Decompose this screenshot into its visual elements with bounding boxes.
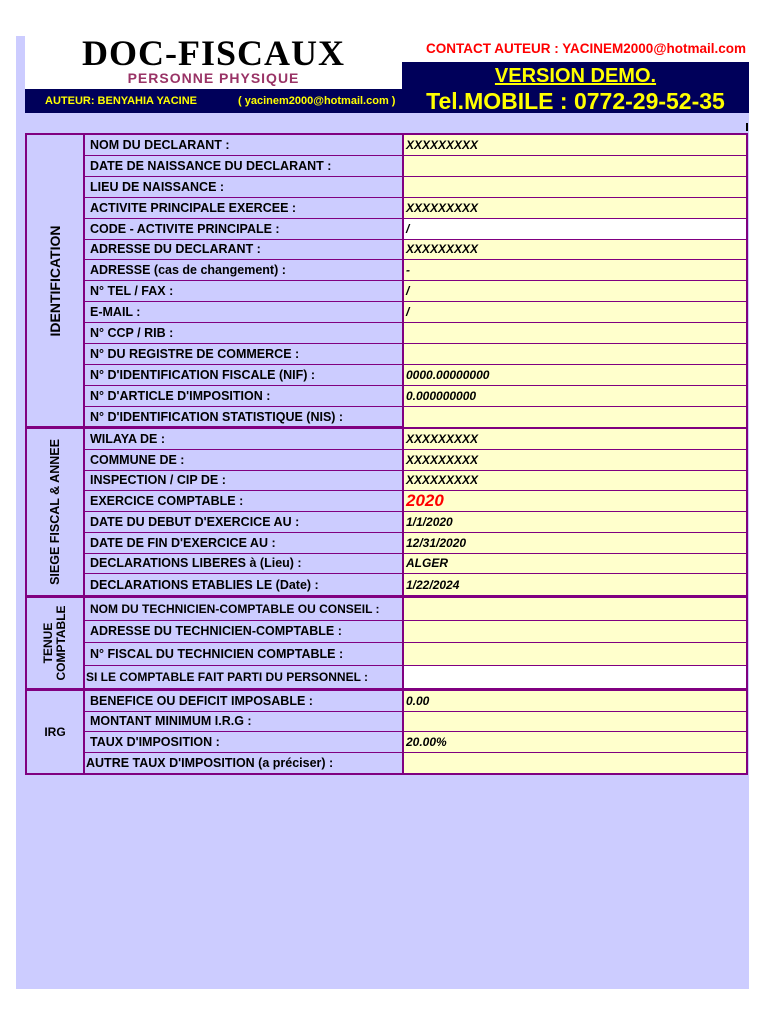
version-banner xyxy=(402,62,749,113)
form-row xyxy=(85,198,746,219)
form-row xyxy=(85,732,746,753)
value-cell[interactable]: XXXXXXXXX xyxy=(404,198,746,218)
value-cell[interactable] xyxy=(404,177,746,197)
cell-edge-mark xyxy=(746,123,748,131)
value-cell[interactable] xyxy=(404,712,746,732)
form-row xyxy=(85,554,746,575)
form-row xyxy=(85,281,746,302)
row-label: LIEU DE NAISSANCE : xyxy=(85,177,404,197)
row-label: BENEFICE OU DEFICIT IMPOSABLE : xyxy=(85,691,404,711)
value-cell[interactable] xyxy=(404,598,746,620)
form-row xyxy=(85,598,746,621)
form-row xyxy=(85,260,746,281)
form-row xyxy=(85,621,746,644)
row-label: DECLARATIONS ETABLIES LE (Date) : xyxy=(85,574,404,595)
row-label: N° DU REGISTRE DE COMMERCE : xyxy=(85,344,404,364)
section-irg xyxy=(25,689,748,775)
value-cell[interactable]: / xyxy=(404,281,746,301)
form-row xyxy=(85,471,746,492)
row-label: E-MAIL : xyxy=(85,302,404,322)
document-title: DOC-FISCAUX xyxy=(82,33,345,73)
irg-rows xyxy=(85,691,746,773)
contact-box xyxy=(402,36,749,62)
row-label: CODE - ACTIVITE PRINCIPALE : xyxy=(85,219,404,239)
section-label-tenue xyxy=(27,598,85,688)
row-label: COMMUNE DE : xyxy=(85,450,404,470)
row-label: TAUX D'IMPOSITION : xyxy=(85,732,404,752)
identification-rows xyxy=(85,135,746,426)
row-label: NOM DU DECLARANT : xyxy=(85,135,404,155)
section-tenue-comptable xyxy=(25,596,748,690)
row-label: N° TEL / FAX : xyxy=(85,281,404,301)
form-row xyxy=(85,691,746,712)
form-row xyxy=(85,491,746,512)
section-label-identification xyxy=(27,135,85,426)
row-label: SI LE COMPTABLE FAIT PARTI DU PERSONNEL : xyxy=(85,666,404,689)
row-label: ADRESSE DU TECHNICIEN-COMPTABLE : xyxy=(85,621,404,643)
row-label: ADRESSE (cas de changement) : xyxy=(85,260,404,280)
form-row xyxy=(85,344,746,365)
form-row xyxy=(85,574,746,595)
row-label: N° FISCAL DU TECHNICIEN COMPTABLE : xyxy=(85,643,404,665)
author-strip xyxy=(25,89,402,113)
document-subtitle: PERSONNE PHYSIQUE xyxy=(127,70,300,86)
value-cell[interactable]: XXXXXXXXX xyxy=(404,240,746,260)
value-cell[interactable]: 20.00% xyxy=(404,732,746,752)
value-cell[interactable]: 1/22/2024 xyxy=(404,574,746,595)
siege-rows xyxy=(85,429,746,595)
section-identification xyxy=(25,133,748,428)
form-row xyxy=(85,643,746,666)
row-label: ACTIVITE PRINCIPALE EXERCEE : xyxy=(85,198,404,218)
form-row xyxy=(85,156,746,177)
row-label: ADRESSE DU DECLARANT : xyxy=(85,240,404,260)
value-cell[interactable]: XXXXXXXXX xyxy=(404,135,746,155)
mobile-number: Tel.MOBILE : 0772-29-52-35 xyxy=(426,88,725,114)
section-label-irg xyxy=(27,691,85,773)
value-cell[interactable]: / xyxy=(404,219,746,239)
form-row xyxy=(85,365,746,386)
value-cell[interactable] xyxy=(404,753,746,774)
row-label: N° D'IDENTIFICATION FISCALE (NIF) : xyxy=(85,365,404,385)
value-cell[interactable] xyxy=(404,344,746,364)
form-row xyxy=(85,450,746,471)
row-label: DATE DE FIN D'EXERCICE AU : xyxy=(85,533,404,553)
tenue-label-line2: COMPTABLE xyxy=(54,605,68,681)
value-cell[interactable]: ALGER xyxy=(404,554,746,574)
value-cell[interactable]: 2020 xyxy=(404,491,746,511)
value-cell[interactable]: XXXXXXXXX xyxy=(404,429,746,449)
row-label: WILAYA DE : xyxy=(85,429,404,449)
value-cell[interactable] xyxy=(404,323,746,343)
value-cell[interactable]: XXXXXXXXX xyxy=(404,471,746,491)
row-label: DATE DU DEBUT D'EXERCICE AU : xyxy=(85,512,404,532)
value-cell[interactable]: / xyxy=(404,302,746,322)
author-name: AUTEUR: BENYAHIA YACINE xyxy=(45,95,197,107)
form-row xyxy=(85,177,746,198)
row-label: NOM DU TECHNICIEN-COMPTABLE OU CONSEIL : xyxy=(85,598,404,620)
tenue-rows xyxy=(85,598,746,688)
row-label: DECLARATIONS LIBERES à (Lieu) : xyxy=(85,554,404,574)
value-cell[interactable] xyxy=(404,621,746,643)
contact-author: CONTACT AUTEUR : YACINEM2000@hotmail.com xyxy=(426,41,746,56)
value-cell[interactable] xyxy=(404,156,746,176)
row-label: AUTRE TAUX D'IMPOSITION (a préciser) : xyxy=(85,753,404,774)
version-label: VERSION DEMO. xyxy=(494,65,657,87)
value-cell[interactable] xyxy=(404,643,746,665)
row-label: N° D'ARTICLE D'IMPOSITION : xyxy=(85,386,404,406)
form-row xyxy=(85,512,746,533)
form-row xyxy=(85,666,746,689)
value-cell[interactable]: - xyxy=(404,260,746,280)
tenue-label xyxy=(42,605,68,680)
siege-label: SIEGE FISCAL & ANNEE xyxy=(48,439,62,585)
value-cell[interactable]: 0000.00000000 xyxy=(404,365,746,385)
row-label: N° D'IDENTIFICATION STATISTIQUE (NIS) : xyxy=(85,407,404,428)
form-row xyxy=(85,219,746,240)
form-row xyxy=(85,712,746,733)
form-row xyxy=(85,323,746,344)
author-email: ( yacinem2000@hotmail.com ) xyxy=(238,95,396,107)
value-cell[interactable] xyxy=(404,666,746,689)
form-row xyxy=(85,302,746,323)
form-row xyxy=(85,533,746,554)
row-label: INSPECTION / CIP DE : xyxy=(85,471,404,491)
row-label: DATE DE NAISSANCE DU DECLARANT : xyxy=(85,156,404,176)
value-cell[interactable]: 0.00 xyxy=(404,691,746,711)
value-cell[interactable]: 0.000000000 xyxy=(404,386,746,406)
value-cell[interactable]: 1/1/2020 xyxy=(404,512,746,532)
form-row xyxy=(85,429,746,450)
form-row xyxy=(85,240,746,261)
tenue-label-line1: TENUE xyxy=(41,622,55,664)
value-cell[interactable] xyxy=(404,407,746,428)
value-cell[interactable]: 12/31/2020 xyxy=(404,533,746,553)
form-row xyxy=(85,386,746,407)
section-label-siege xyxy=(27,429,85,595)
value-cell[interactable]: XXXXXXXXX xyxy=(404,450,746,470)
identification-label: IDENTIFICATION xyxy=(47,225,63,336)
irg-label: IRG xyxy=(44,725,66,739)
form-row xyxy=(85,753,746,774)
title-box xyxy=(25,33,402,89)
section-siege-fiscal xyxy=(25,427,748,597)
form-row xyxy=(85,407,746,428)
row-label: EXERCICE COMPTABLE : xyxy=(85,491,404,511)
row-label: N° CCP / RIB : xyxy=(85,323,404,343)
form-row xyxy=(85,135,746,156)
row-label: MONTANT MINIMUM I.R.G : xyxy=(85,712,404,732)
